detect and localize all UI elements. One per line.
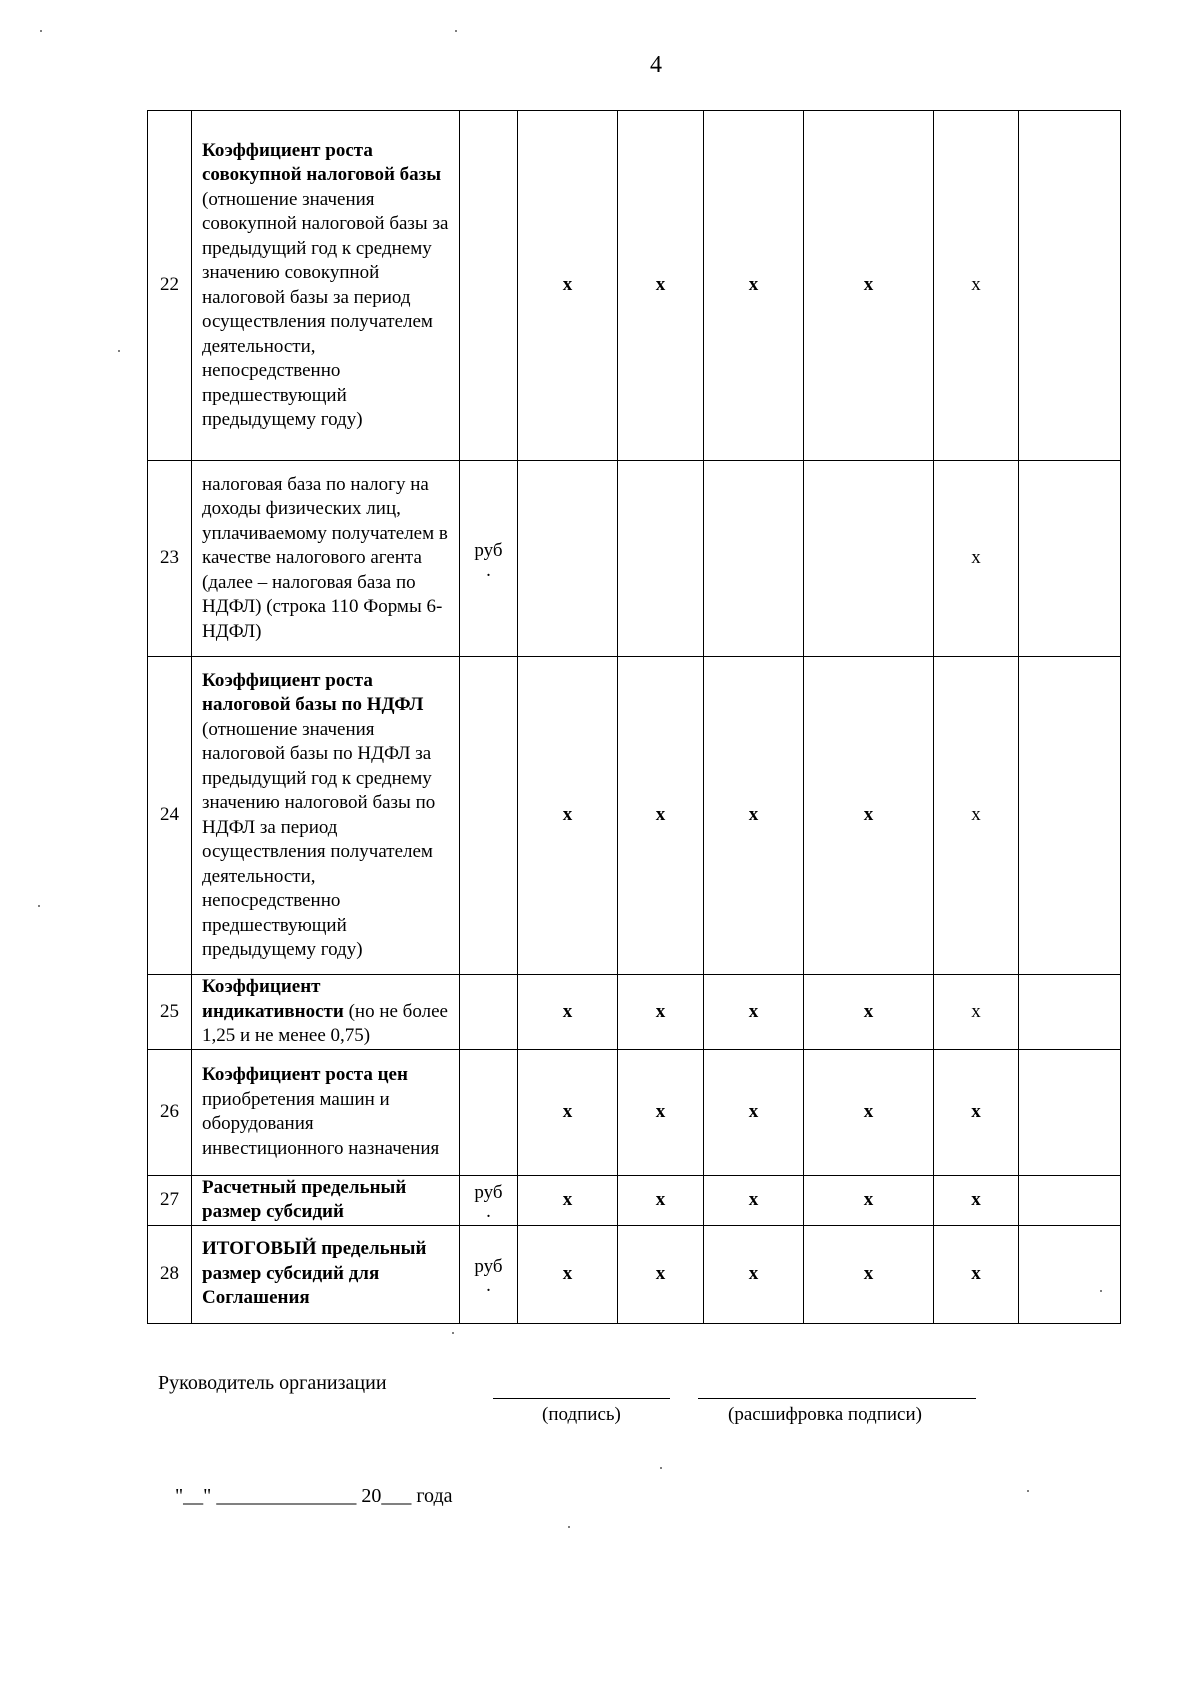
table-row <box>148 1225 1121 1323</box>
mark-cell <box>1019 1049 1121 1175</box>
row-description <box>192 1175 460 1225</box>
row-description-text: приобретения машин и оборудования инвестиционного назначения <box>202 1088 440 1159</box>
row-unit-dot: . <box>486 1201 491 1223</box>
mark-cell: x <box>618 975 704 1050</box>
row-description-text: (но не более 1,25 и не менее 0,75) <box>202 1000 448 1046</box>
row-number: 28 <box>148 1225 192 1323</box>
row-number: 25 <box>148 975 192 1050</box>
mark-cell: x <box>704 1225 804 1323</box>
row-description <box>192 461 460 657</box>
table-row <box>148 461 1121 657</box>
row-unit <box>460 461 518 657</box>
page-number: 4 <box>650 52 662 78</box>
mark-cell: x <box>704 657 804 975</box>
mark-cell: x <box>618 1049 704 1175</box>
mark-cell: x <box>934 111 1019 461</box>
table-row <box>148 111 1121 461</box>
mark-cell <box>618 461 704 657</box>
mark-cell <box>704 461 804 657</box>
scan-speck <box>660 1467 662 1469</box>
mark-cell: x <box>804 1175 934 1225</box>
row-description <box>192 657 460 975</box>
mark-cell <box>1019 1225 1121 1323</box>
signature-line[interactable] <box>493 1384 670 1399</box>
mark-cell: x <box>518 975 618 1050</box>
table-row <box>148 975 1121 1050</box>
mark-cell: x <box>518 111 618 461</box>
row-unit <box>460 975 518 1050</box>
row-unit <box>460 1175 518 1225</box>
row-description-text: (отношение значения налоговой базы по НДФЛ за предыдущий год к среднему значению налоговой базы по НДФЛ за период осуществления получателем деятельности, непосредственно предшествующий предыдущему году) <box>202 718 436 960</box>
mark-cell: x <box>618 1225 704 1323</box>
row-unit-dot: . <box>486 559 491 581</box>
row-unit <box>460 1049 518 1175</box>
row-description-bold: ИТОГОВЫЙ предельный размер субсидий для Соглашения <box>202 1238 427 1309</box>
scan-speck <box>1100 1290 1102 1292</box>
mark-cell: x <box>618 111 704 461</box>
row-description <box>192 1049 460 1175</box>
scan-speck <box>452 1332 454 1334</box>
row-unit-text: руб <box>474 540 503 562</box>
mark-cell <box>1019 111 1121 461</box>
row-description-text: налоговая база по налогу на доходы физических лиц, уплачиваемому получателем в качестве налогового агента (далее – налоговая база по НДФЛ) (строка 110 Формы 6-НДФЛ) <box>202 473 448 642</box>
mark-cell: x <box>618 1175 704 1225</box>
mark-cell: x <box>934 1225 1019 1323</box>
mark-cell: x <box>618 657 704 975</box>
mark-cell: x <box>518 1175 618 1225</box>
indicators-table <box>147 110 1121 1324</box>
signature-decoding-line[interactable] <box>698 1384 976 1399</box>
mark-cell <box>1019 1175 1121 1225</box>
mark-cell: x <box>804 111 934 461</box>
mark-cell: x <box>804 975 934 1050</box>
mark-cell <box>1019 461 1121 657</box>
mark-cell: x <box>934 1175 1019 1225</box>
row-number: 26 <box>148 1049 192 1175</box>
mark-cell <box>804 461 934 657</box>
scan-speck <box>1027 1490 1029 1492</box>
mark-cell: x <box>804 1049 934 1175</box>
row-description-bold: Коэффициент роста цен <box>202 1064 408 1085</box>
scan-speck <box>40 30 42 32</box>
signature-decoding-caption: (расшифровка подписи) <box>728 1404 922 1425</box>
mark-cell: x <box>934 975 1019 1050</box>
row-description <box>192 1225 460 1323</box>
row-unit <box>460 111 518 461</box>
scan-speck <box>455 30 457 32</box>
row-unit <box>460 1225 518 1323</box>
mark-cell: x <box>804 1225 934 1323</box>
row-number: 22 <box>148 111 192 461</box>
mark-cell: x <box>518 1049 618 1175</box>
table-row <box>148 657 1121 975</box>
row-number: 23 <box>148 461 192 657</box>
mark-cell: x <box>518 657 618 975</box>
mark-cell: x <box>704 975 804 1050</box>
scan-speck <box>568 1526 570 1528</box>
mark-cell: x <box>704 1175 804 1225</box>
mark-cell <box>518 461 618 657</box>
mark-cell: x <box>934 461 1019 657</box>
table-row <box>148 1049 1121 1175</box>
row-unit-text: руб <box>474 1255 503 1277</box>
date-line: "__" ______________ 20___ года <box>175 1485 453 1507</box>
scan-speck <box>118 350 120 352</box>
row-unit <box>460 657 518 975</box>
mark-cell: x <box>704 111 804 461</box>
mark-cell <box>1019 975 1121 1050</box>
signature-label: Руководитель организации <box>158 1372 387 1394</box>
row-unit-text: руб <box>474 1181 503 1203</box>
row-number: 27 <box>148 1175 192 1225</box>
row-unit-dot: . <box>486 1275 491 1297</box>
mark-cell: x <box>704 1049 804 1175</box>
mark-cell: x <box>934 657 1019 975</box>
mark-cell: x <box>804 657 934 975</box>
mark-cell <box>1019 657 1121 975</box>
table-row <box>148 1175 1121 1225</box>
mark-cell: x <box>934 1049 1019 1175</box>
row-description <box>192 111 460 461</box>
row-number: 24 <box>148 657 192 975</box>
row-description-bold: Коэффициент индикативности <box>202 976 344 1022</box>
scan-speck <box>38 905 40 907</box>
mark-cell: x <box>518 1225 618 1323</box>
signature-caption: (подпись) <box>542 1404 621 1425</box>
row-description-text: (отношение значения совокупной налоговой базы за предыдущий год к среднему значению совокупной налоговой базы за период осуществления получателем деятельности, непосредственно предшествующий предыдущему году) <box>202 188 449 430</box>
row-description <box>192 975 460 1050</box>
row-description-bold: Коэффициент роста налоговой базы по НДФЛ <box>202 669 424 715</box>
row-description-bold: Коэффициент роста совокупной налоговой базы <box>202 139 442 185</box>
row-description-bold: Расчетный предельный размер субсидий <box>202 1176 407 1222</box>
